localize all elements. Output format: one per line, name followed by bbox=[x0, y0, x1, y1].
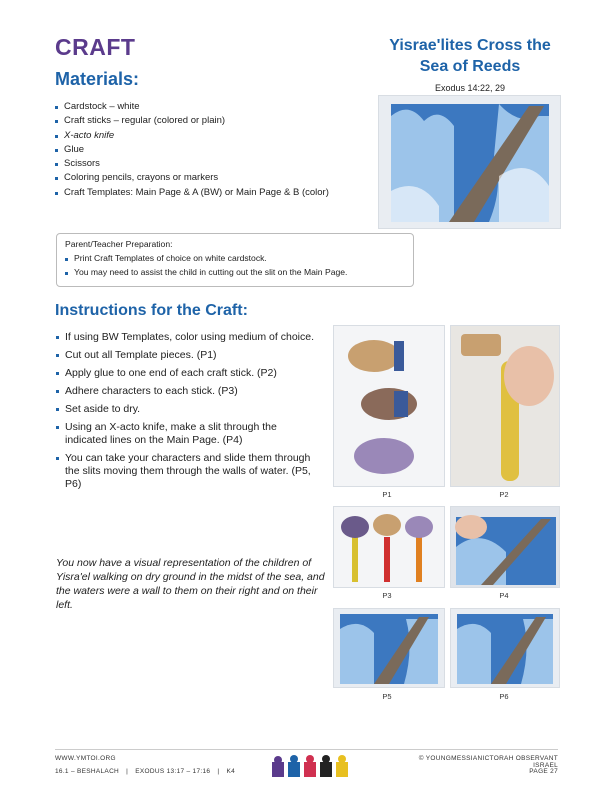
caption-p1: P1 bbox=[382, 490, 392, 499]
list-item: Coloring pencils, crayons or markers bbox=[55, 171, 329, 185]
list-item: Cardstock – white bbox=[55, 100, 329, 114]
caption-p6: P6 bbox=[499, 692, 509, 701]
list-item: Craft Templates: Main Page & A (BW) or Main Page & B (color) bbox=[55, 186, 329, 200]
footer-lesson: 16.1 – BESHALACH bbox=[55, 768, 120, 775]
logo-icon bbox=[270, 754, 352, 778]
photo-p3 bbox=[333, 506, 445, 588]
page-title: CRAFT bbox=[55, 34, 136, 60]
finished-craft-photo bbox=[378, 95, 561, 229]
list-item: If using BW Templates, color using medium of choice. bbox=[56, 331, 321, 344]
characters-crossing-a bbox=[334, 609, 444, 687]
lesson-title-line2: Sea of Reeds bbox=[419, 58, 521, 75]
list-item: Print Craft Templates of choice on white cardstock. bbox=[65, 252, 405, 266]
caption-p2: P2 bbox=[499, 490, 509, 499]
caption-p4: P4 bbox=[499, 591, 509, 600]
list-item: Craft sticks – regular (colored or plain) bbox=[55, 114, 329, 128]
footer-lesson-info: 16.1 – BESHALACH | EXODUS 13:17 – 17:16 | K4 bbox=[55, 768, 236, 775]
list-item: Using an X-acto knife, make a slit through the indicated lines on the Main Page. (P4) bbox=[56, 421, 321, 447]
lesson-title-line1: Yisrae'lites Cross the bbox=[389, 37, 551, 54]
footer-page: PAGE 27 bbox=[529, 768, 558, 775]
list-item: Cut out all Template pieces. (P1) bbox=[56, 349, 321, 362]
list-item: Glue bbox=[55, 143, 329, 157]
footer-copyright: © YOUNGMESSIANICTORAH OBSERVANT ISRAEL bbox=[418, 755, 558, 769]
cutting-slit bbox=[451, 507, 559, 587]
lesson-title bbox=[380, 35, 560, 77]
list-item: You may need to assist the child in cutting out the slit on the Main Page. bbox=[65, 266, 405, 280]
footer-range: EXODUS 13:17 – 17:16 bbox=[135, 768, 211, 775]
photo-p6 bbox=[450, 608, 560, 688]
materials-list bbox=[55, 100, 329, 200]
preparation-heading: Parent/Teacher Preparation: bbox=[65, 239, 173, 249]
footer-level: K4 bbox=[226, 768, 236, 775]
photo-p1 bbox=[333, 325, 445, 487]
photo-p5 bbox=[333, 608, 445, 688]
characters-crossing-b bbox=[451, 609, 559, 687]
instructions-heading: Instructions for the Craft: bbox=[55, 302, 248, 319]
preparation-list bbox=[65, 252, 405, 279]
instructions-list bbox=[56, 331, 321, 496]
caption-p5: P5 bbox=[382, 692, 392, 701]
list-item: You can take your characters and slide them through the slits moving them through the walls of water. (P5, P6) bbox=[56, 452, 321, 491]
list-item: Apply glue to one end of each craft stick. (P2) bbox=[56, 367, 321, 380]
list-item: Scissors bbox=[55, 157, 329, 171]
summary-text: You now have a visual representation of the children of Yisra'el walking on dry ground in the midst of the sea, and the waters were a wall to them on their right and on their left. bbox=[56, 557, 325, 611]
list-item: X-acto knife bbox=[55, 129, 329, 143]
list-item: Set aside to dry. bbox=[56, 403, 321, 416]
characters-on-sticks bbox=[334, 507, 444, 587]
glue-application bbox=[451, 326, 559, 486]
caption-p3: P3 bbox=[382, 591, 392, 600]
materials-heading: Materials: bbox=[55, 69, 140, 89]
lesson-reference: Exodus 14:22, 29 bbox=[434, 83, 506, 93]
footer-url[interactable]: WWW.YMTOI.ORG bbox=[55, 755, 116, 762]
photo-p2 bbox=[450, 325, 560, 487]
children-logo-icon bbox=[270, 754, 352, 778]
list-item: Adhere characters to each stick. (P3) bbox=[56, 385, 321, 398]
sea-crossing-illustration bbox=[379, 96, 560, 228]
character-cutouts bbox=[334, 326, 444, 486]
preparation-box bbox=[56, 233, 414, 287]
photo-p4 bbox=[450, 506, 560, 588]
footer-divider bbox=[55, 749, 558, 750]
